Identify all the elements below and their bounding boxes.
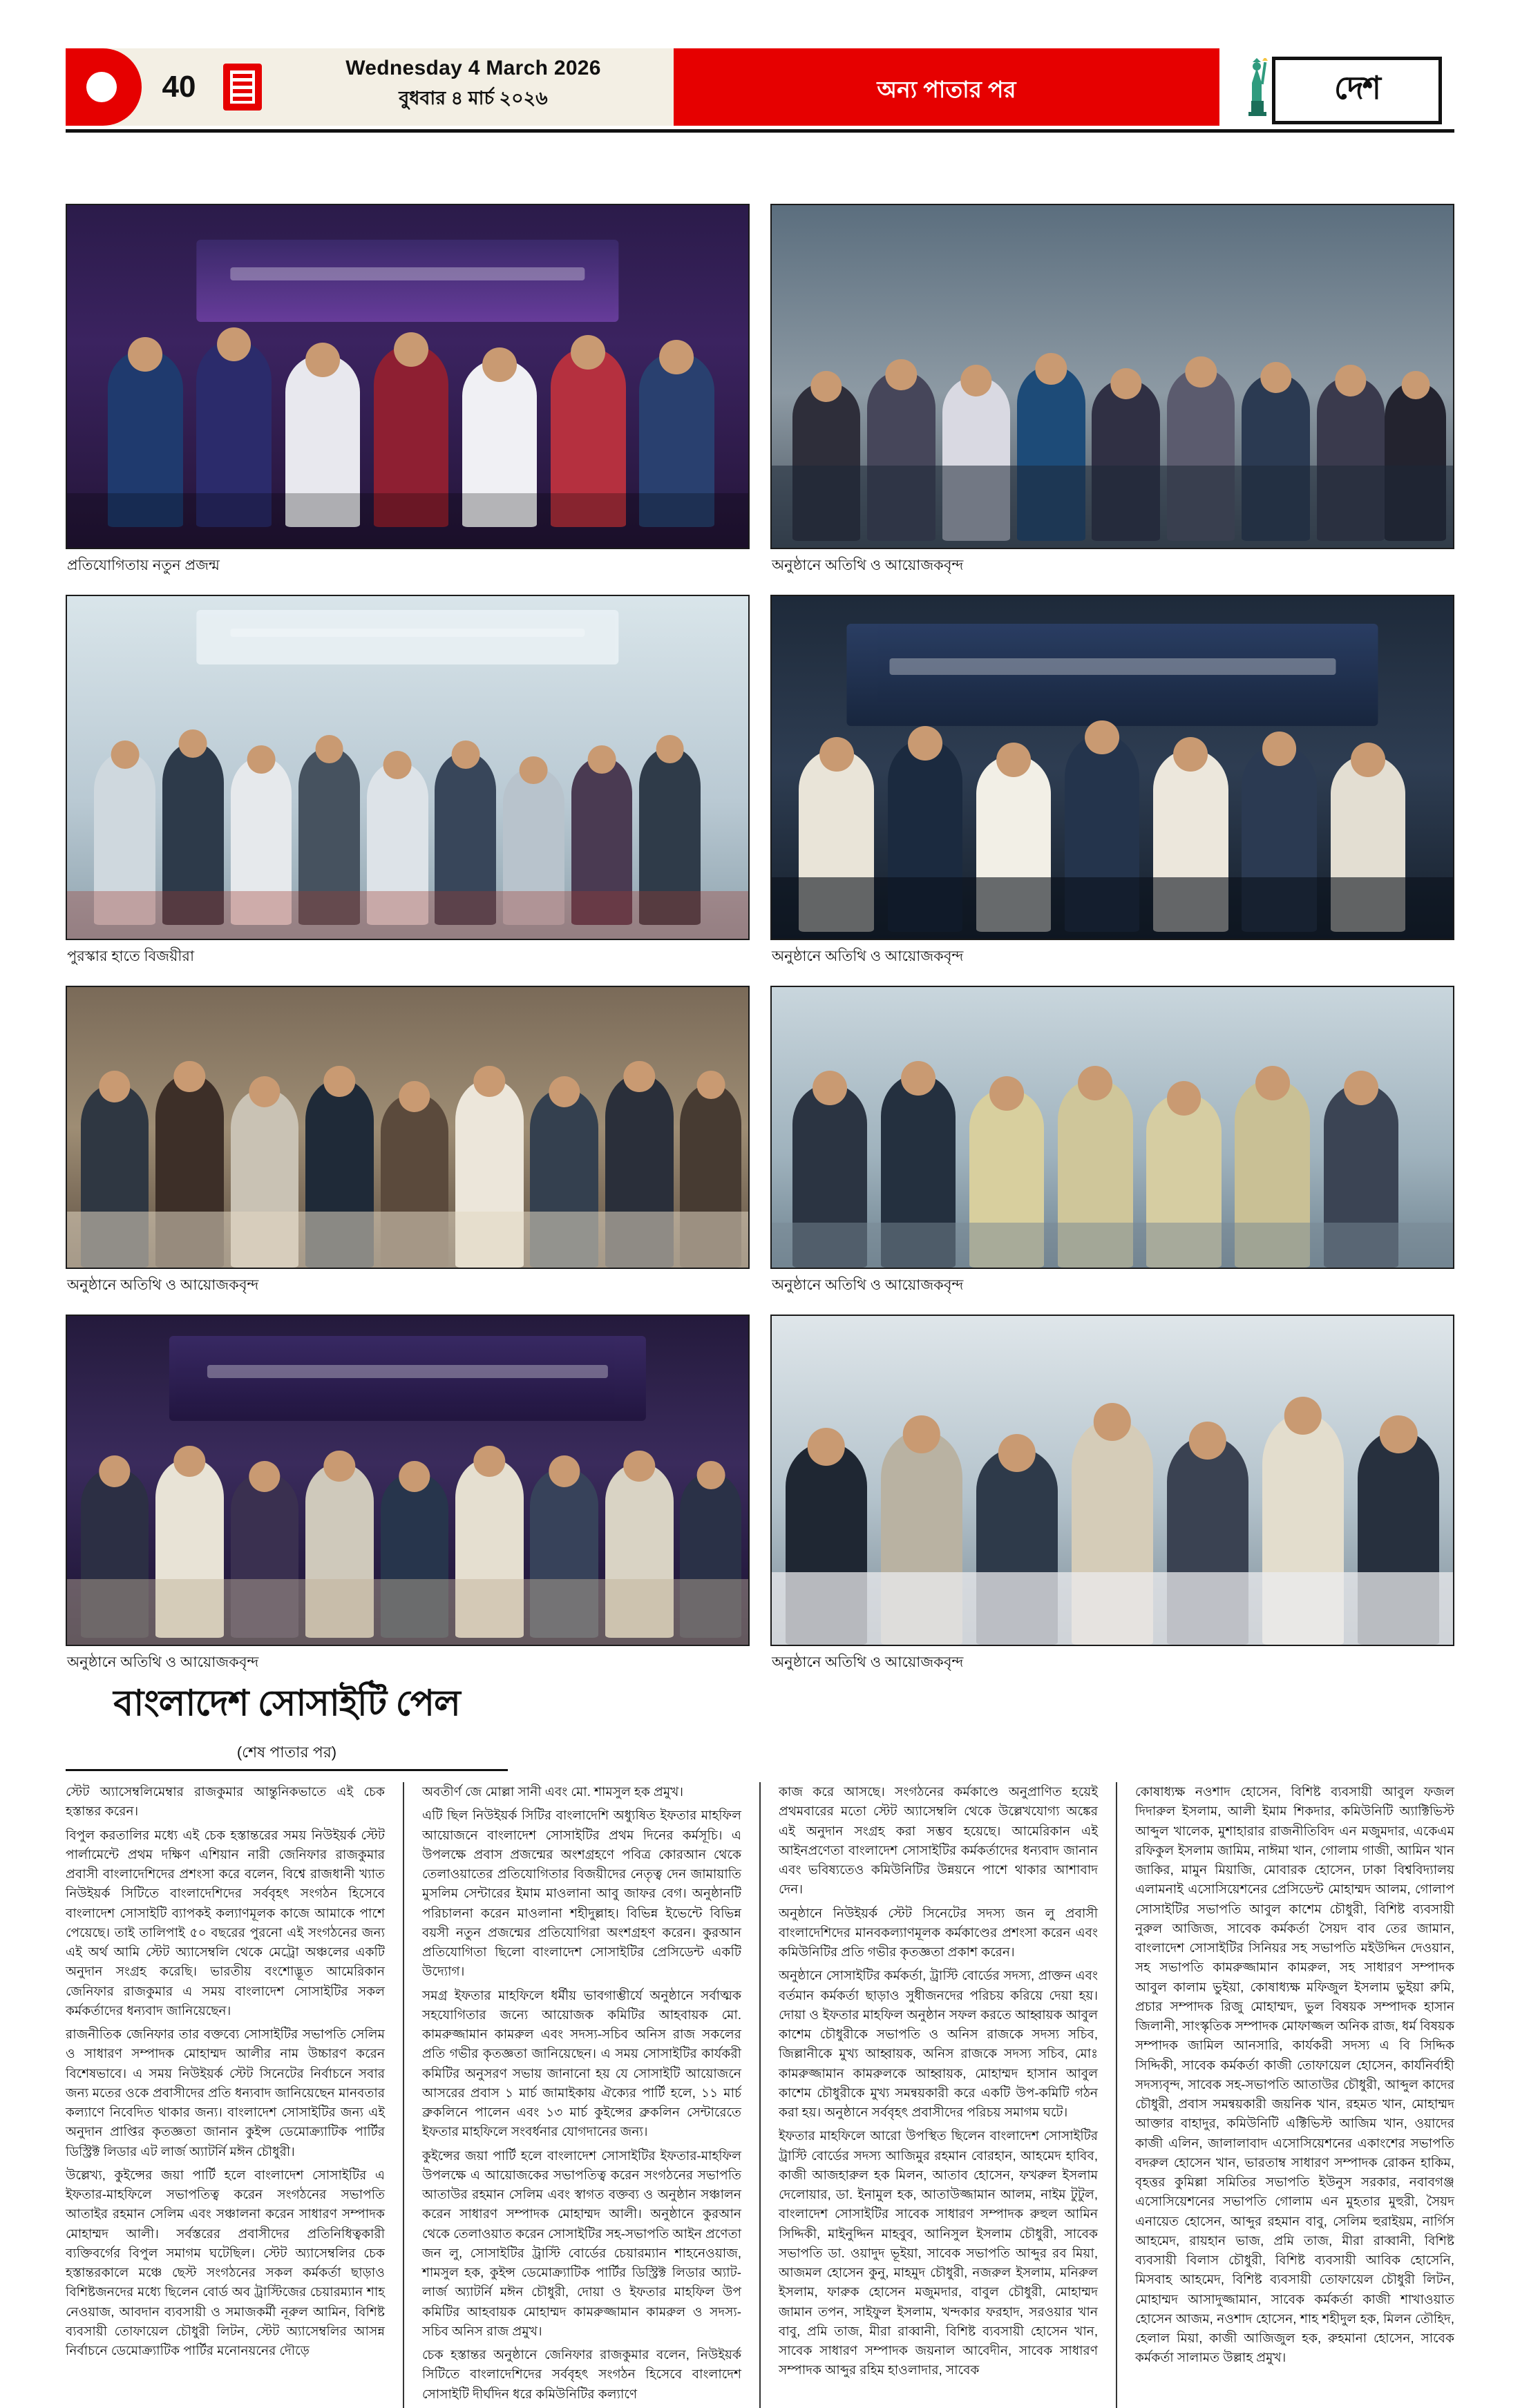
paragraph: রাজনীতিক জেনিফার তার বক্তব্যে সোসাইটির সভাপতি সেলিম ও সাধারণ সম্পাদক মোহাম্মদ আলীর নাম উচ্চারণ করেন বিশেষভাবে। এ সময় নিউইয়র্ক স্টেট সিনেটের নির্বাচনে সবার জন্য মতের ওকে প্রবাসীদের প্রতি ধন্যবাদ জানিয়েছেন মানবতার কল্যাণে নিবেদিত থাকার জন্য। বাংলাদেশ সোসাইটির জন্য এই অনুদান প্রাপ্তির কৃতজ্ঞতা জানান কুইন্স ডেমোক্র্যাটিক পার্টির ডিস্ট্রিক্ট লিডার এট লার্জ অ্যাটর্নি মঈন চৌধুরী।	[66, 2027, 385, 2159]
photo-image	[772, 205, 1453, 548]
photo-caption: পুরস্কার হাতে বিজয়ীরা	[67, 948, 195, 964]
photo-frame	[770, 986, 1454, 1269]
statue-of-liberty-icon	[1239, 58, 1275, 116]
paragraph: অনুষ্ঠানে সোসাইটির কর্মকর্তা, ট্রাস্টি বোর্ডের সদস্য, প্রাক্তন এবং বর্তমান কর্মকর্তা ছাড়াও সুধীজনদের পরিচয় করিয়ে দেয়া হয়। দোয়া ও ইফতার মাহফিল অনুষ্ঠান সফল করতে আহ্বায়ক আবুল কাশেম চৌধুরীকে সভাপতি ও অনিস রাজকে সদস্য সচিব, জিল্লানীকে মুখ্য আহ্বায়ক, অনিস রাজকে সদস্য সচিব, মোঃ কামরুজ্জামান কামরুলকে আহ্বায়ক, মোহাম্মদ হাসান আবুল কাশেম চৌধুরীকে মুখ্য সমন্বয়কারী করে একটি উপ-কমিটি গঠন করা হয়। অনুষ্ঠানে সর্ববৃহৎ প্রবাসীদের পরিচয় সমাগম ঘটে।	[779, 1968, 1098, 2119]
photo-cell	[770, 595, 1454, 979]
paragraph: অবতীর্ণ জে মোল্লা সানী এবং মো. শামসুল হক প্রমুখ।	[422, 1784, 684, 1799]
photo-image	[772, 1316, 1453, 1645]
photo-caption: অনুষ্ঠানে অতিথি ও আয়োজকবৃন্দ	[772, 1277, 964, 1293]
column-divider	[1116, 1782, 1117, 2408]
photo-caption: অনুষ্ঠানে অতিথি ও আয়োজকবৃন্দ	[772, 557, 964, 573]
photo-image	[772, 987, 1453, 1268]
photo-caption: অনুষ্ঠানে অতিথি ও আয়োজকবৃন্দ	[67, 1277, 259, 1293]
photo-caption: প্রতিযোগিতায় নতুন প্রজন্ম	[67, 557, 220, 573]
date-bangla: বুধবার ৪ মার্চ ২০২৬	[399, 88, 548, 108]
photo-image	[67, 596, 748, 939]
nameplate-text: দেশ	[1333, 70, 1380, 106]
paragraph: ইফতার মাহফিলে আরো উপস্থিত ছিলেন বাংলাদেশ সোসাইটির ট্রাস্টি বোর্ডের সদস্য আজিমুর রহমান বোরহান, আহমেদ হাবিব, কাজী আজহারুল হক মিলন, আতাব হোসেন, ফখরুল ইসলাম দেলোয়ার, ডা. ইনামুল হক, আতাউজ্জামান আলম, নাইম টুটুল, বাংলাদেশ সোসাইটির সাবেক সাধারণ সম্পাদক রুহুল আমিন সিদ্দিকী, মাইনুদ্দিন মাহবুব, আনিসুল ইসলাম চৌধুরী, সাবেক সভাপতি ডা. ওয়াদুদ ভূইয়া, সাবেক সভাপতি আব্দুর রব মিয়া, আজমল হোসেন কুনু, মাহমুদ চৌধুরী, নজরুল ইসলাম, মনিরুল ইসলাম, ফারুক হোসেন মজুমদার, বাবুল চৌধুরী, মোহাম্মদ জামান তপন, সাইফুল ইসলাম, খন্দকার ফরহাদ, সরওয়ার খান বাবু, প্রমি তাজ, মীরা রাব্বানী, বিশিষ্ট ব্যবসায়ী হোসেন খান, সাবেক সাধারণ সম্পাদক জয়নাল আবেদীন, সাবেক সাধারণ সম্পাদক আব্দুর রহিম হাওলাদার, সাবেক	[779, 2128, 1098, 2378]
photo-frame	[770, 595, 1454, 940]
photo-frame	[66, 204, 750, 549]
photo-caption: অনুষ্ঠানে অতিথি ও আয়োজকবৃন্দ	[772, 948, 964, 964]
column-divider	[403, 1782, 404, 2408]
photo-row	[66, 1315, 1454, 1685]
photo-row	[66, 204, 1454, 588]
masthead-left-block	[66, 48, 687, 126]
article-column-4	[1135, 1782, 1454, 2408]
article-columns	[66, 1782, 1454, 2408]
newspaper-nameplate	[1272, 57, 1442, 124]
article-headline: বাংলাদেশ সোসাইটি পেল	[113, 1683, 460, 1723]
photo-cell	[66, 204, 750, 588]
article-subhead: (শেষ পাতার পর)	[236, 1743, 337, 1761]
masthead-right-block	[1219, 48, 1454, 126]
photo-cell	[770, 986, 1454, 1308]
photo-frame	[66, 595, 750, 940]
newspaper-page	[0, 48, 1520, 2401]
paragraph: অনুষ্ঠানে নিউইয়র্ক স্টেট সিনেটের সদস্য জন লু প্রবাসী বাংলাদেশিদের মানবকল্যাণমূলক কর্মকাণ্ডের প্রশংসা করেন এবং কমিউনিটির প্রতি গভীর কৃতজ্ঞতা প্রকাশ করেন।	[779, 1905, 1098, 1959]
paragraph: স্টেট অ্যাসেম্বলিমেম্বার রাজকুমার আন্তুনিকভাতে এই চেক হস্তান্তর করেন।	[66, 1784, 385, 1819]
paragraph: এটি ছিল নিউইয়র্ক সিটির বাংলাদেশি অধ্যুষিত ইফতার মাহফিল আয়োজনে বাংলাদেশ সোসাইটির প্রথম দিনের কর্মসূচি। এ উপলক্ষে প্রবাস প্রজন্মের অংশগ্রহণে পবিত্র কোরআন থেকে তেলাওয়াতের প্রতিযোগিতার বিজয়ীদের নেতৃত্ব দেন জামায়াতি মুসলিম সেন্টারের ইমাম মাওলানা আবু জাফর বেগ। অনুষ্ঠানটি পরিচালনা করেন মাওলানা শহীদুল্লাহ। বিভিন্ন ইভেন্টে বিভিন্ন বয়সী নতুন প্রজন্মের প্রতিযোগিরা অংশগ্রহণ করেন। কুরআন প্রতিযোগিতা ছিলো বাংলাদেশ সোসাইটির প্রেসিডেন্ট একটি উদ্যোগ।	[422, 1808, 741, 1979]
circle-logo-inner	[86, 72, 117, 102]
photo-cell	[66, 1315, 750, 1685]
photo-frame	[770, 204, 1454, 549]
masthead-rule	[66, 129, 1454, 133]
paragraph: উল্লেখ্য, কুইন্সের জয়া পার্টি হলে বাংলাদেশ সোসাইটির এ ইফতার-মাহফিলে সভাপতিত্ব করেন সংগঠনের সভাপতি আতাইর রহমান সেলিম এবং সঞ্চালনা করেন সাধারণ সম্পাদক মোহাম্মদ আলী। সর্বস্তরের প্রবাসীদের প্রতিনিধিত্বকারী ব্যক্তিবর্গের বিপুল সমাগম ঘটেছিল। স্টেট অ্যাসেম্বলির চেক হস্তান্তরকালে মঞ্চে ছেস্ট সংগঠনের সকল কর্মকর্তা ছাড়াও বিশিষ্টজনদের মধ্যে ছিলেন বোর্ড অব ট্রাস্টিজের চেয়ারম্যান শাহ নেওয়াজ, আবদান ব্যবসায়ী ও সমাজকর্মী নূরুল আমিন, বিশিষ্ট ব্যবসায়ী তোফায়েল চৌধুরী লিটন, স্টেট অ্যাসেম্বলির আসন্ন নির্বাচনে ডেমোক্র্যাটিক পার্টির মনোনয়নের দৌড়ে	[66, 2167, 385, 2358]
photo-cell	[770, 204, 1454, 588]
article-column-2	[422, 1782, 741, 2408]
photo-image	[67, 987, 748, 1268]
date-english: Wednesday 4 March 2026	[345, 57, 601, 79]
photo-row	[66, 986, 1454, 1308]
paragraph: কাজ করে আসছে। সংগঠনের কর্মকাণ্ডে অনুপ্রাণিত হয়েই প্রথমবারের মতো স্টেট অ্যাসেম্বলি থেকে উল্লেখযোগ্য অঙ্কের এই অনুদান সংগ্রহ করা সম্ভব হয়েছে। আমেরিকান এই আইনপ্রণেতা বাংলাদেশ সোসাইটির কর্মকর্তাদের ধন্যবাদ জানান এবং ভবিষ্যতেও কমিউনিটির উন্নয়নে পাশে থাকার আশাবাদ দেন।	[779, 1784, 1098, 1897]
photo-frame	[66, 986, 750, 1269]
photo-row	[66, 595, 1454, 979]
date-block	[294, 57, 653, 115]
paragraph: কোষাধ্যক্ষ নওশাদ হোসেন, বিশিষ্ট ব্যবসায়ী আবুল ফজল দিদারুল ইসলাম, আলী ইমাম শিকদার, কমিউনিটি অ্যাক্টিভিস্ট আব্দুল খালেক, মুশাহারার রাজনীতিবিদ এন মজুমদার, একেএম রফিকুল ইসলাম জামিম, নাঈমা খান, গোলাম গাজী, আমিন খান জাকির, মামুন মিয়াজি, মোবারক হোসেন, ঢাকা বিশ্ববিদ্যালয় এলামনাই এসোসিয়েশনের প্রেসিডেন্ট মোহাম্মদ আলম, গোলাপ সোসাইটির সভাপতি আবুল কাশেম চৌধুরী, বিশিষ্ট ব্যবসায়ী নুরুল আজিজ, সাবেক কর্মকর্তা সৈয়দ বাব তের জামান, বাংলাদেশ সোসাইটির সিনিয়র সহ সভাপতি মইউদ্দিন দেওয়ান, সহ সভাপতি কামরুজ্জামান কামরুল, সহ সাধারণ সম্পাদক আবুল কালাম ভুইয়া, কোষাধ্যক্ষ মফিজুল ইসলাম ভুইয়া রুমি, প্রচার সম্পাদক রিজু মোহাম্মদ, ভুল বিষয়ক সম্পাদক হাসান জিলানী, সাংস্কৃতিক সম্পাদক মোফাজ্জল অনিক রাজ, ধর্ম বিষয়ক সম্পাদক জামিল আনসারি, কার্যকরী সদস্য এ বি সিদ্দিক সিদ্দিকী, সাবেক কর্মকর্তা কাজী তোফায়েল হোসেন, কার্যনির্বাহী সদস্যবৃন্দ, সাবেক সহ-সভাপতি আতাউর চৌধুরী, আব্দুল কাদের চৌধুরী, প্রবাস সমন্বয়কারী জয়নিক খান, রহমত খান, মোহাম্মদ আক্তার বাহাদুর, কমিউনিটি এক্টিভিস্ট আজিম খান, ওয়াদের কাজী এলিন, জালালাবাদ এসোসিয়েশনের একাংশের সভাপতি বদরুল হোসেন খান, ভারতাম্ব সাধারণ সম্পাদক রোকন হাকিম, বৃহত্তর কুমিল্লা সমিতির সভাপতি ইউনুস সরকার, নবাবগঞ্জ এসোসিয়েশনের সভাপতি গোলাম এন মুহতার মুহুরী, সৈয়দ এনায়েত হোসেন, আব্দুর রহমান বাবু, সেলিম হুরাইয়ম, নার্গিস আহমেদ, রায়হান ভাজ, প্রমি তাজ, মীরা রাব্বানী, বিশিষ্ট ব্যবসায়ী বিলাস চৌধুরী, বিশিষ্ট ব্যবসায়ী আবিক হোসেনি, মিসবাহ আহমেদ, বিশিষ্ট ব্যবসায়ী তোফায়েল চৌধুরী লিটন, মোহাম্মদ আসাদুজ্জামান, সাবেক কর্মকর্তা কাজী শাখাওয়াত হোসেন আজম, নওশাদ হোসেন, শাহ শহীদুল হক, মিলন তৌহিদ, হেলাল মিয়া, কাজী আজিজুল হক, রুহমানা হোসেন, সাবেক কর্মকর্তা সালামত উল্লাহ প্রমুখ।	[1135, 1784, 1454, 2365]
photo-image	[67, 1316, 748, 1645]
page-number: 40	[162, 70, 196, 104]
article-column-1	[66, 1782, 385, 2408]
photo-image	[772, 596, 1453, 939]
photo-cell	[770, 1315, 1454, 1685]
flag-icon	[223, 64, 262, 111]
photo-caption: অনুষ্ঠানে অতিথি ও আয়োজকবৃন্দ	[772, 1654, 964, 1670]
section-label: অন্য পাতার পর	[877, 77, 1016, 102]
section-banner	[674, 48, 1219, 126]
photo-grid	[66, 204, 1454, 1692]
photo-caption: অনুষ্ঠানে অতিথি ও আয়োজকবৃন্দ	[67, 1654, 259, 1670]
column-divider	[759, 1782, 761, 2408]
article	[66, 1675, 1454, 2408]
paragraph: চেক হস্তান্তর অনুষ্ঠানে জেনিফার রাজকুমার বলেন, নিউইয়র্ক সিটিতে বাংলাদেশিদের সর্ববৃহৎ সংগঠন হিসেবে বাংলাদেশ সোসাইটি দীর্ঘদিন ধরে কমিউনিটির কল্যাণে	[422, 2347, 741, 2401]
photo-image	[67, 205, 748, 548]
photo-frame	[66, 1315, 750, 1646]
paragraph: সমগ্র ইফতার মাহফিলে ধর্মীয় ভাবগাম্ভীর্যে অনুষ্ঠানে সর্বাত্মক সহযোগিতার জন্যে আয়োজক কমিটির আহবায়ক মো. কামরুজ্জামান কামরুল এবং সদস্য-সচিব অনিস রাজ সকলের প্রতি গভীর কৃতজ্ঞতা জানিয়েছেন। এ সময় সোসাইটির কার্যকরী কমিটির অনুসরণ সভায় জানানো হয় যে সোসাইটি আয়োজনে আসরের প্রবাস ১ মার্চ জামাইকায় ঐক্যের পার্টি হলে, ১১ মার্চ ব্রুকলিনে পালেন এবং ১৩ মার্চ কুইন্সের ব্রুকলিন সেন্টারেতে ইফতার মাহফিলে সংবর্ধনার যোগদানের জন্য।	[422, 1987, 741, 2139]
headline-rule	[66, 1769, 508, 1771]
article-column-3	[779, 1782, 1098, 2408]
photo-cell	[66, 986, 750, 1308]
masthead	[66, 48, 1454, 126]
photo-cell	[66, 595, 750, 979]
paragraph: কুইন্সের জয়া পার্টি হলে বাংলাদেশ সোসাইটির ইফতার-মাহফিল উপলক্ষে এ আয়োজকের সভাপতিত্ব করেন সংগঠনের সভাপতি আতাউর রহমান সেলিম এবং স্বাগত বক্তব্য ও অনুষ্ঠান সঞ্চালন করেন সাধারণ সম্পাদক মোহাম্মদ আলী। অনুষ্ঠানে কুরআন থেকে তেলাওয়াত করেন সোসাইটির সহ-সভাপতি আইন প্রণেতা জন লু, সোসাইটির ট্রাস্টি বোর্ডের চেয়ারম্যান শাহনেওয়াজ, শামসুল হক, কুইন্স ডেমোক্র্যাটিক পার্টির ডিস্ট্রিক্ট লিডার অ্যাট-লার্জ অ্যাটর্নি মঈন চৌধুরী, দোয়া ও ইফতার মাহফিল উপ কমিটির আহবায়ক মোহাম্মদ কামরুজ্জামান কামরুল ও সদস্য-সচিব অনিস রাজ প্রমুখ।	[422, 2148, 741, 2338]
paragraph: বিপুল করতালির মধ্যে এই চেক হস্তান্তরের সময় নিউইয়র্ক স্টেট পার্লামেন্টে প্রথম দক্ষিণ এশিয়ান নারী জেনিফার রাজকুমার প্রবাসী বাংলাদেশিদের প্রশংসা করে বলেন, বিশ্বে রাজধানী খ্যাত নিউইয়র্ক সিটিতে বাংলাদেশিদের সর্ববৃহৎ সংগঠন হিসেবে বাংলাদেশ সোসাইটি ব্যাপকই কল্যাণমূলক কাজে আমাকে পাশে পেয়েছে। তাই তালিপাই ৫০ বছরের পুরনো এই সংগঠনের জন্য এই অর্থ আমি স্টেট অ্যাসেম্বলি থেকে মেট্রো অঞ্চলের একটি অনুদান সংগ্রহ করেছি। ভারতীয় বংশোদ্ভূত আমেরিকান জেনিফার রাজকুমার এ সময় বাংলাদেশ সোসাইটির সকল কর্মকর্তাদের ধন্যবাদ জানিয়েছেন।	[66, 1827, 385, 2018]
photo-frame	[770, 1315, 1454, 1646]
